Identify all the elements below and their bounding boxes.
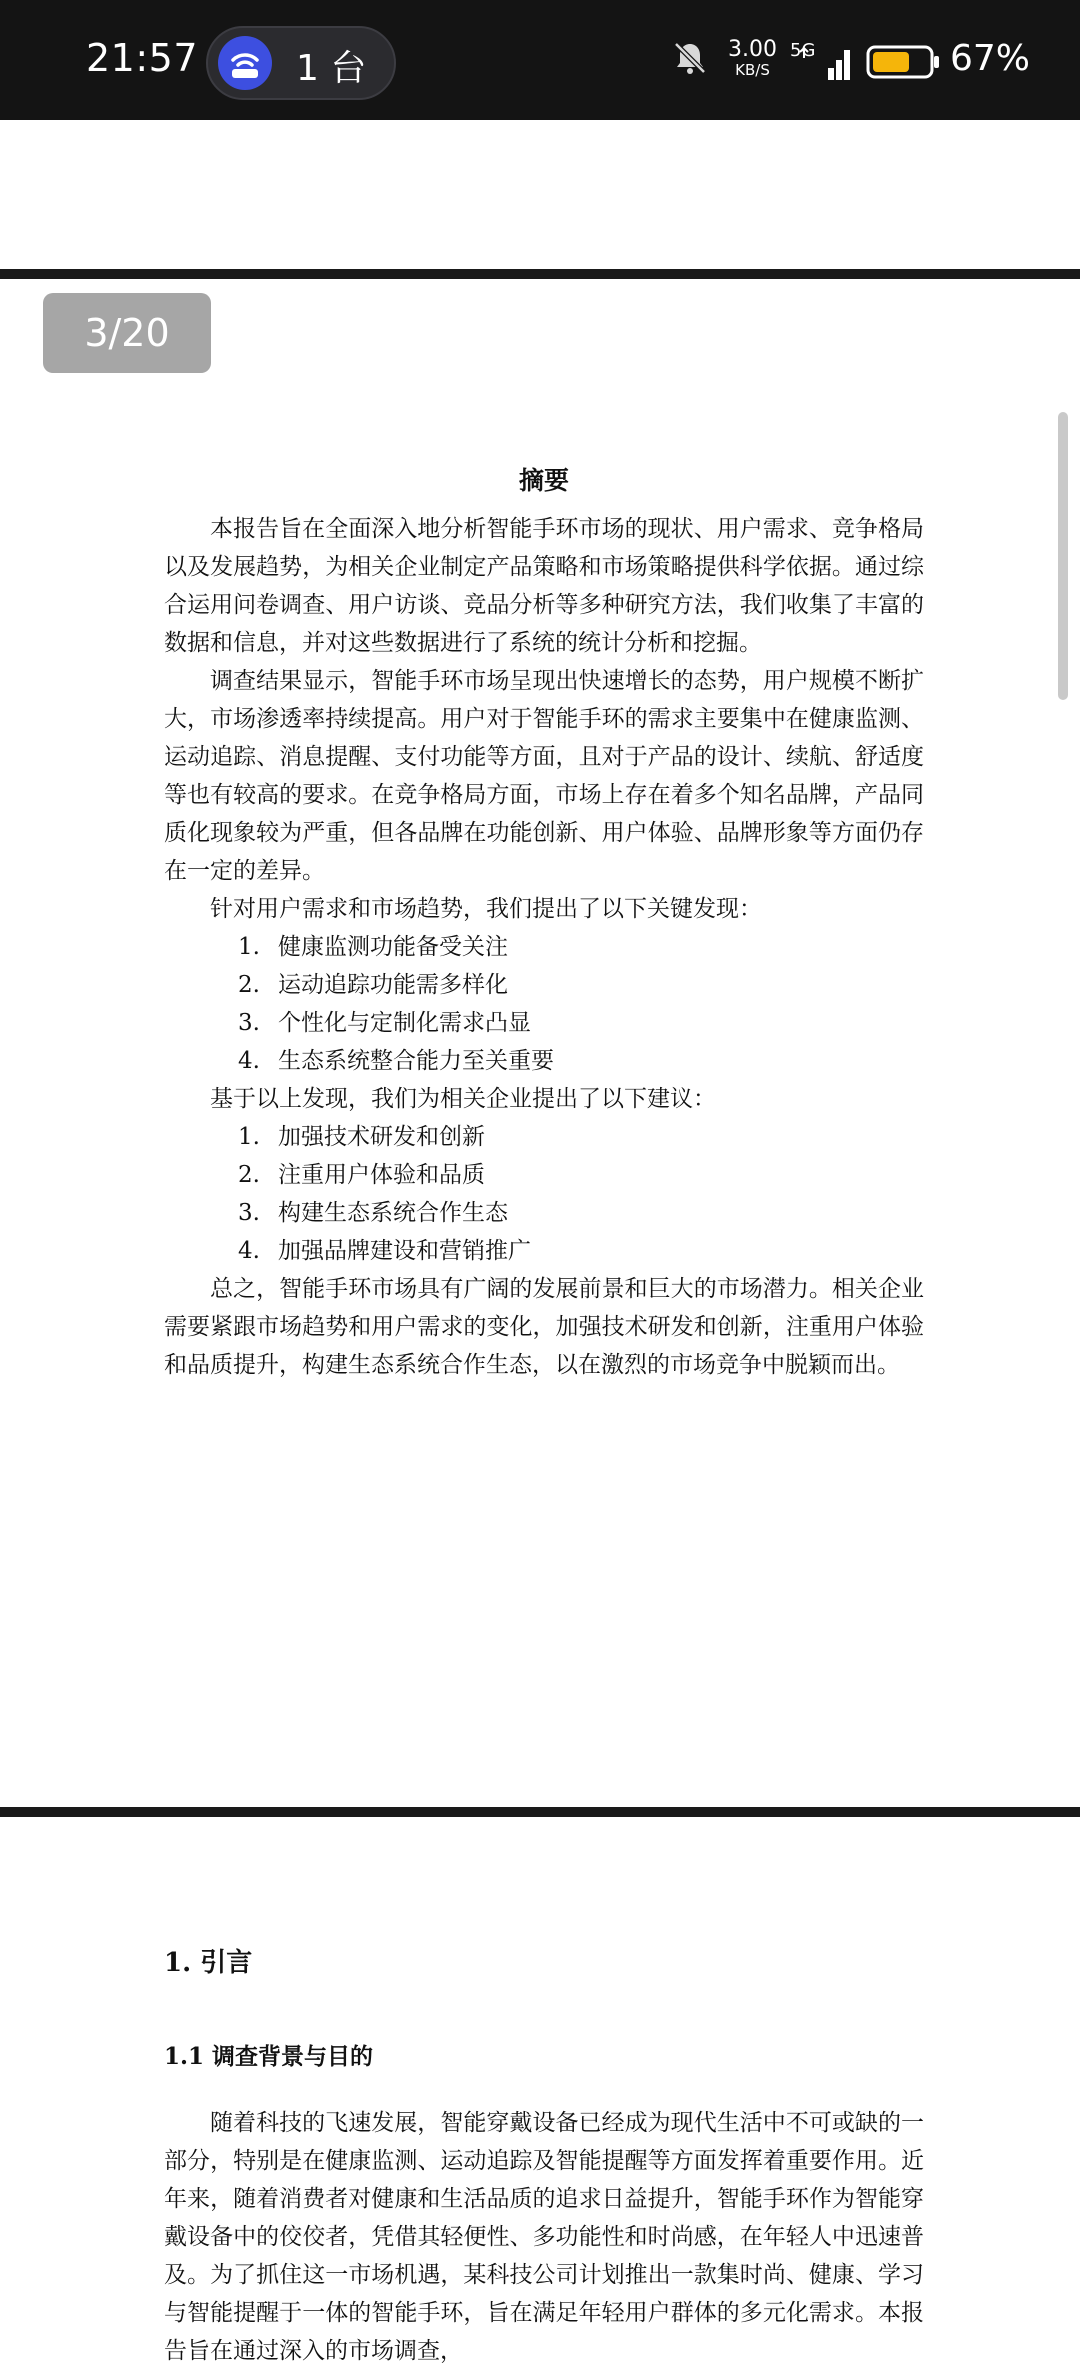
network-speed-value: 3.00 bbox=[728, 37, 777, 62]
list-item: 2. 运动追踪功能需多样化 bbox=[238, 972, 508, 998]
battery-percentage: 67% bbox=[950, 38, 1031, 79]
list-item: 3. 构建生态系统合作生态 bbox=[238, 1200, 508, 1226]
connected-devices-count: 1 台 bbox=[296, 48, 367, 89]
connected-devices-pill[interactable] bbox=[206, 26, 396, 100]
page-divider bbox=[0, 1807, 1080, 1817]
battery-icon bbox=[866, 44, 942, 84]
signal-icon bbox=[798, 46, 854, 86]
section-heading: 1. 引言 bbox=[164, 1948, 253, 1978]
page-divider bbox=[0, 269, 1080, 279]
conclusion-paragraph: 总之，智能手环市场具有广阔的发展前景和巨大的市场潜力。相关企业需要紧跟市场趋势和用户需求的变化，加强技术研发和创新，注重用户体验和品质提升，构建生态系统合作生态，以在激烈的市场竞争中脱颖而出。 bbox=[164, 1276, 924, 1378]
muted-bell-icon bbox=[670, 38, 710, 82]
list-item: 4. 生态系统整合能力至关重要 bbox=[238, 1048, 554, 1074]
suggestions-list bbox=[164, 1118, 924, 1270]
status-icons bbox=[660, 0, 1080, 120]
list-item: 1. 加强技术研发和创新 bbox=[238, 1124, 485, 1150]
abstract-paragraph: 本报告旨在全面深入地分析智能手环市场的现状、用户需求、竞争格局以及发展趋势，为相关企业制定产品策略和市场策略提供科学依据。通过综合运用问卷调查、用户访谈、竞品分析等多种研究方法，我们收集了丰富的数据和信息，并对这些数据进行了系统的统计分析和挖掘。 bbox=[164, 516, 924, 656]
findings-intro: 针对用户需求和市场趋势，我们提出了以下关键发现： bbox=[210, 896, 762, 922]
list-item: 1. 健康监测功能备受关注 bbox=[238, 934, 508, 960]
status-time: 21:57 bbox=[86, 36, 199, 80]
list-item: 2. 注重用户体验和品质 bbox=[238, 1162, 485, 1188]
network-type: 5G bbox=[790, 40, 816, 61]
router-icon bbox=[218, 36, 272, 90]
list-item: 4. 加强品牌建设和营销推广 bbox=[238, 1238, 531, 1264]
abstract-title: 摘要 bbox=[518, 466, 569, 495]
page-indicator: 3/20 bbox=[43, 293, 211, 373]
document-page-3 bbox=[164, 462, 924, 1384]
status-bar bbox=[0, 0, 1080, 120]
network-speed bbox=[728, 37, 777, 80]
suggestions-intro: 基于以上发现，我们为相关企业提出了以下建议： bbox=[210, 1086, 716, 1112]
document-page-4 bbox=[164, 2104, 924, 2370]
findings-list bbox=[164, 928, 924, 1080]
scrollbar-thumb[interactable] bbox=[1058, 412, 1068, 700]
intro-paragraph: 随着科技的飞速发展，智能穿戴设备已经成为现代生活中不可或缺的一部分，特别是在健康监测、运动追踪及智能提醒等方面发挥着重要作用。近年来，随着消费者对健康和生活品质的追求日益提升，智能手环作为智能穿戴设备中的佼佼者，凭借其轻便性、多功能性和时尚感，在年轻人中迅速普及。为了抓住这一市场机遇，某科技公司计划推出一款集时尚、健康、学习与智能提醒于一体的智能手环，旨在满足年轻用户群体的多元化需求。本报告旨在通过深入的市场调查， bbox=[164, 2110, 924, 2364]
list-item: 3. 个性化与定制化需求凸显 bbox=[238, 1010, 531, 1036]
network-speed-unit: KB/S bbox=[735, 61, 770, 79]
subsection-heading: 1.1 调查背景与目的 bbox=[164, 2043, 374, 2070]
abstract-paragraph: 调查结果显示，智能手环市场呈现出快速增长的态势，用户规模不断扩大，市场渗透率持续提高。用户对于智能手环的需求主要集中在健康监测、运动追踪、消息提醒、支付功能等方面，且对于产品的设计、续航、舒适度等也有较高的要求。在竞争格局方面，市场上存在着多个知名品牌，产品同质化现象较为严重，但各品牌在功能创新、用户体验、品牌形象等方面仍存在一定的差异。 bbox=[164, 668, 924, 884]
